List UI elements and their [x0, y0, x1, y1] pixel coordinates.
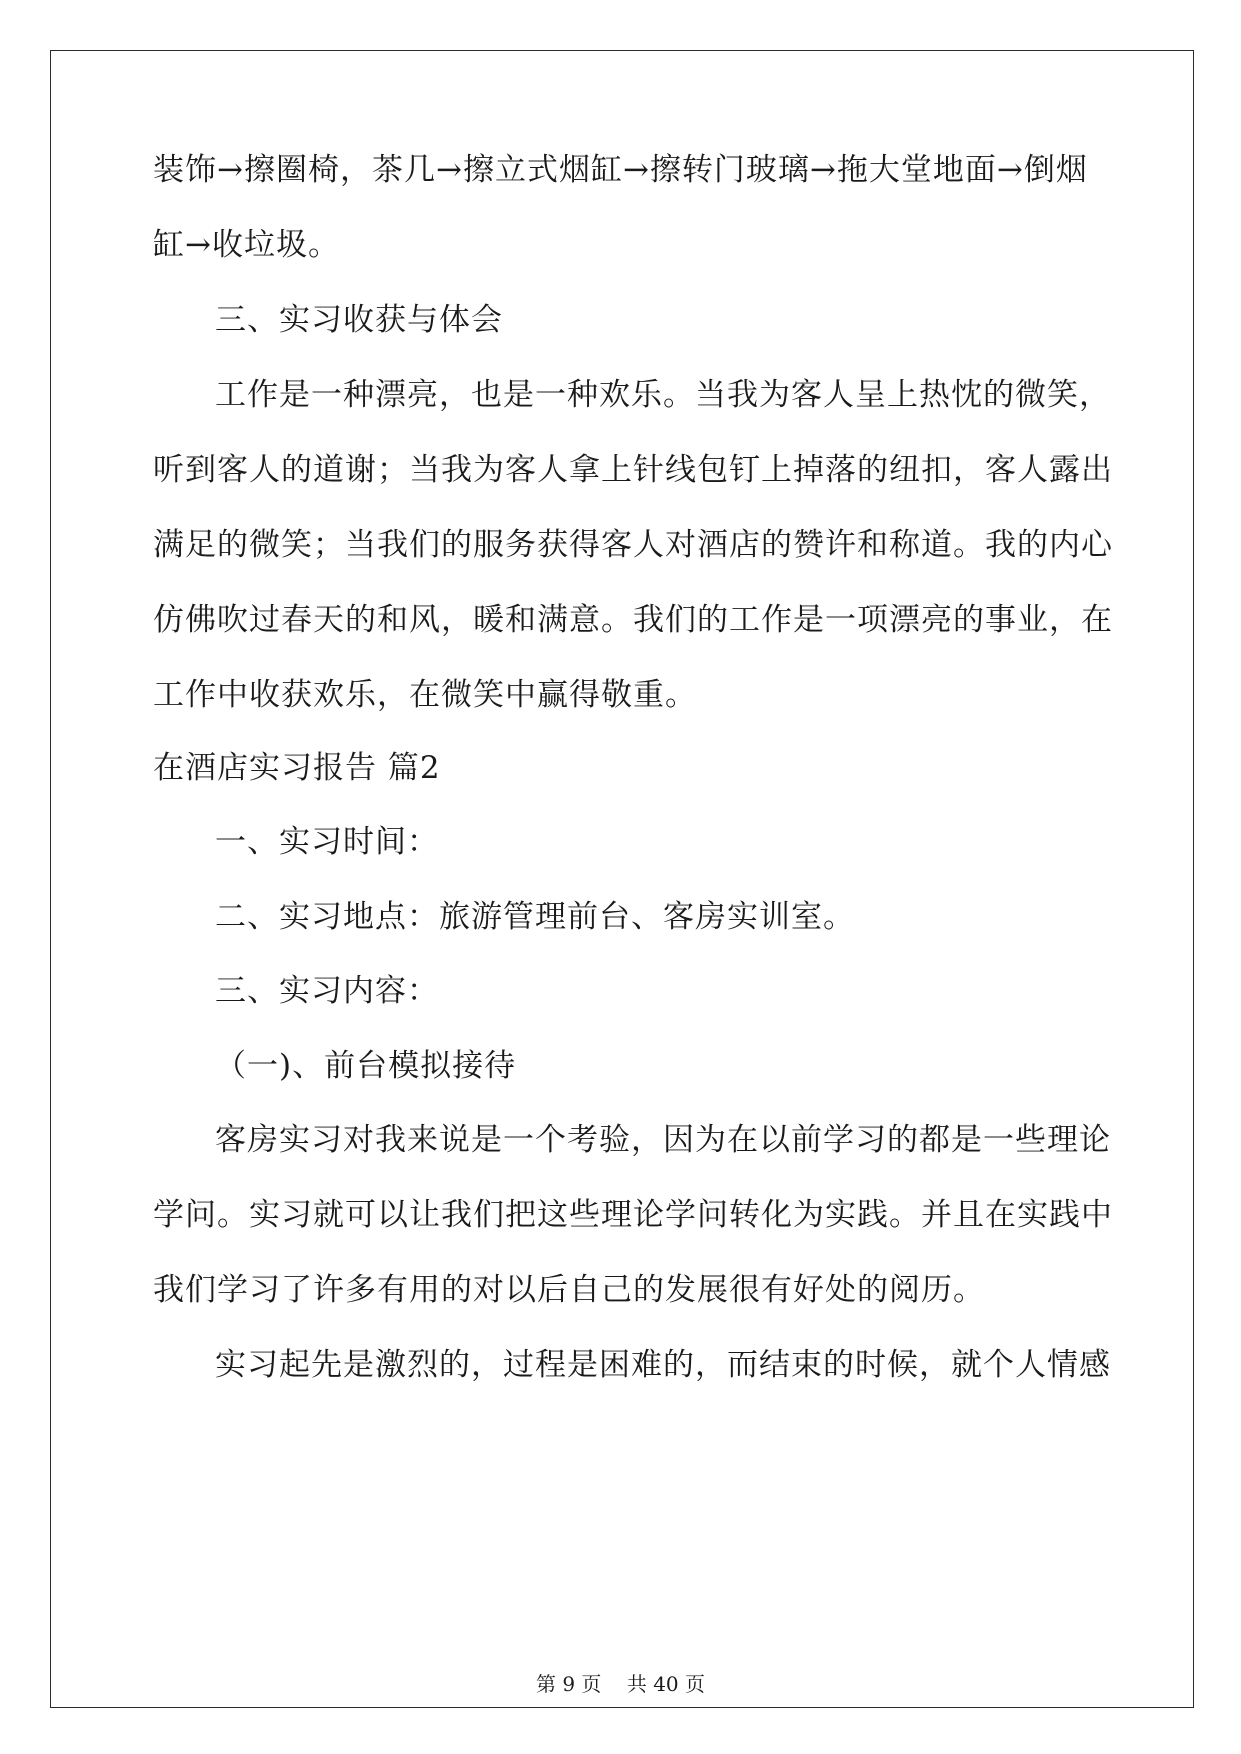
section-heading: 三、实习内容： — [215, 973, 439, 1009]
body-text-line: 缸→收垃圾。 — [153, 227, 340, 263]
body-text-line: 工作中收获欢乐，在微笑中赢得敬重。 — [153, 677, 697, 713]
page-number: 第 9 页 共 40 页 — [535, 1672, 706, 1696]
body-text-line: 装饰→擦圈椅，茶几→擦立式烟缸→擦转门玻璃→拖大堂地面→倒烟 — [153, 152, 1088, 188]
section-heading: 一、实习时间： — [215, 824, 439, 860]
body-text-line: 听到客人的道谢；当我为客人拿上针线包钉上掉落的纽扣，客人露出 — [153, 452, 1113, 488]
body-text-line: 客房实习对我来说是一个考验，因为在以前学习的都是一些理论 — [215, 1122, 1111, 1158]
body-text-line: 满足的微笑；当我们的服务获得客人对酒店的赞许和称道。我的内心 — [153, 527, 1113, 563]
section-heading: 三、实习收获与体会 — [215, 302, 503, 338]
article-title: 在酒店实习报告 篇2 — [153, 750, 441, 786]
body-text-line: 工作是一种漂亮，也是一种欢乐。当我为客人呈上热忱的微笑， — [215, 377, 1111, 413]
section-heading: 二、实习地点：旅游管理前台、客房实训室。 — [215, 899, 855, 935]
body-text-line: 仿佛吹过春天的和风，暖和满意。我们的工作是一项漂亮的事业，在 — [153, 602, 1113, 638]
subsection-heading: （一)、前台模拟接待 — [215, 1048, 517, 1084]
page-border — [50, 50, 1194, 1708]
body-text-line: 实习起先是激烈的，过程是困难的，而结束的时候，就个人情感 — [215, 1347, 1111, 1383]
body-text-line: 学问。实习就可以让我们把这些理论学问转化为实践。并且在实践中 — [153, 1197, 1113, 1233]
body-text-line: 我们学习了许多有用的对以后自己的发展很有好处的阅历。 — [153, 1272, 985, 1308]
